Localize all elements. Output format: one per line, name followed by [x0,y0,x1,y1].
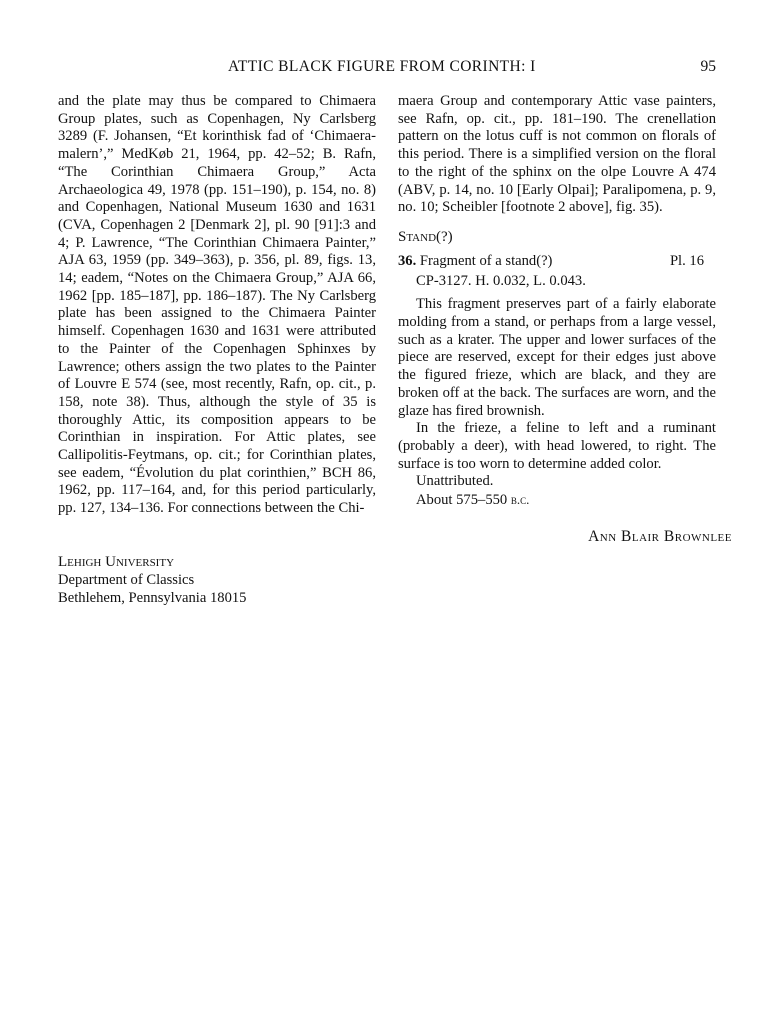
page-header [228,58,716,80]
date-line [398,491,716,510]
left-column [58,93,376,518]
author-affiliation [58,553,246,607]
section-heading: Stand(?) [398,228,453,245]
running-title: ATTIC BLACK FIGURE FROM CORINTH: I [228,58,536,75]
attribution-line: Unattributed. [416,473,494,490]
date-range: About 575–550 [416,492,508,509]
affiliation-university: Lehigh University [58,554,175,570]
affiliation-city: Bethlehem, Pennsylvania 18015 [58,590,247,606]
page-number: 95 [700,58,716,75]
right-column [398,93,716,510]
continuation-paragraph: maera Group and contemporary Attic vase painters, see Rafn, op. cit., pp. 181–190. The crenellation pattern on the lotus cuff is not common on florals of this period. There is a simplified version on the floral to the right of the sphinx on the olpe Louvre A 474 (ABV, p. 14, no. 10 [Early Olpai]; Paralipomena, p. 9, no. 10; Scheibler [footnote 2 above], fig. 35). [398,93,716,216]
description-paragraph: This fragment preserves part of a fairly elaborate molding from a stand, or perhaps from a large vessel, such as a krater. The upper and lower surfaces of the piece are reserved, except for their edges just above the figured frieze, which are black, and they are broken off at the back. The surfaces are worn, and the glaze has fired brownish. [398,296,716,419]
plate-reference: Pl. 16 [669,252,704,269]
author-name: Ann Blair Brownlee [588,528,732,545]
left-column-paragraph: and the plate may thus be compared to Chimaera Group plates, such as Copenhagen, Ny Carlsberg 3289 (F. Johansen, “Et korinthisk fad of ‘Chimaera-malern’,” MedKøb 21, 1964, pp. 42–52; B. Rafn, “The Corinthian Chimaera Group,” Acta Archaeologica 49, 1978 (pp. 151–190), p. 154, no. 8) and Copenhagen, National Museum 1630 and 1631 (CVA, Copenhagen 2 [Denmark 2], pl. 90 [91]:3 and 4; P. Lawrence, “The Corinthian Chimaera Painter,” AJA 63, 1959 (pp. 349–363), p. 356, pl. 89, figs. 13, 14; eadem, “Notes on the Chimaera Group,” AJA 66, 1962 [pp. 185–187], pp. 186–187). The Ny Carlsberg plate has been assigned to the Chimaera Painter himself. Copenhagen 1630 and 1631 were attributed to the Painter of the Copenhagen Sphinxes by Lawrence; others assign the two plates to the Painter of Louvre E 574 (see, most recently, Rafn, op. cit., p. 158, note 38). Thus, although the style of 35 is thoroughly Attic, its composition appears to be Corinthian in inspiration. For Attic plates, see Callipolitis-Feytmans, op. cit.; for Corinthian plates, see eadem, “Évolution du plat corinthien,” BCH 86, 1962, pp. 117–164, and, for this period particularly, pp. 127, 134–136. For connections between the Chi- [58,93,376,517]
affiliation-department: Department of Classics [58,572,195,588]
date-era: b.c. [510,492,530,508]
inventory-line: CP-3127. H. 0.032, L. 0.043. [416,272,586,289]
catalogue-number: 36. [398,252,417,269]
catalogue-entry-heading [398,253,716,271]
frieze-paragraph: In the frieze, a feline to left and a ruminant (probably a deer), with head lowered, to right. The surface is too worn to determine added color. [398,420,716,472]
catalogue-title: Fragment of a stand(?) [419,252,553,269]
